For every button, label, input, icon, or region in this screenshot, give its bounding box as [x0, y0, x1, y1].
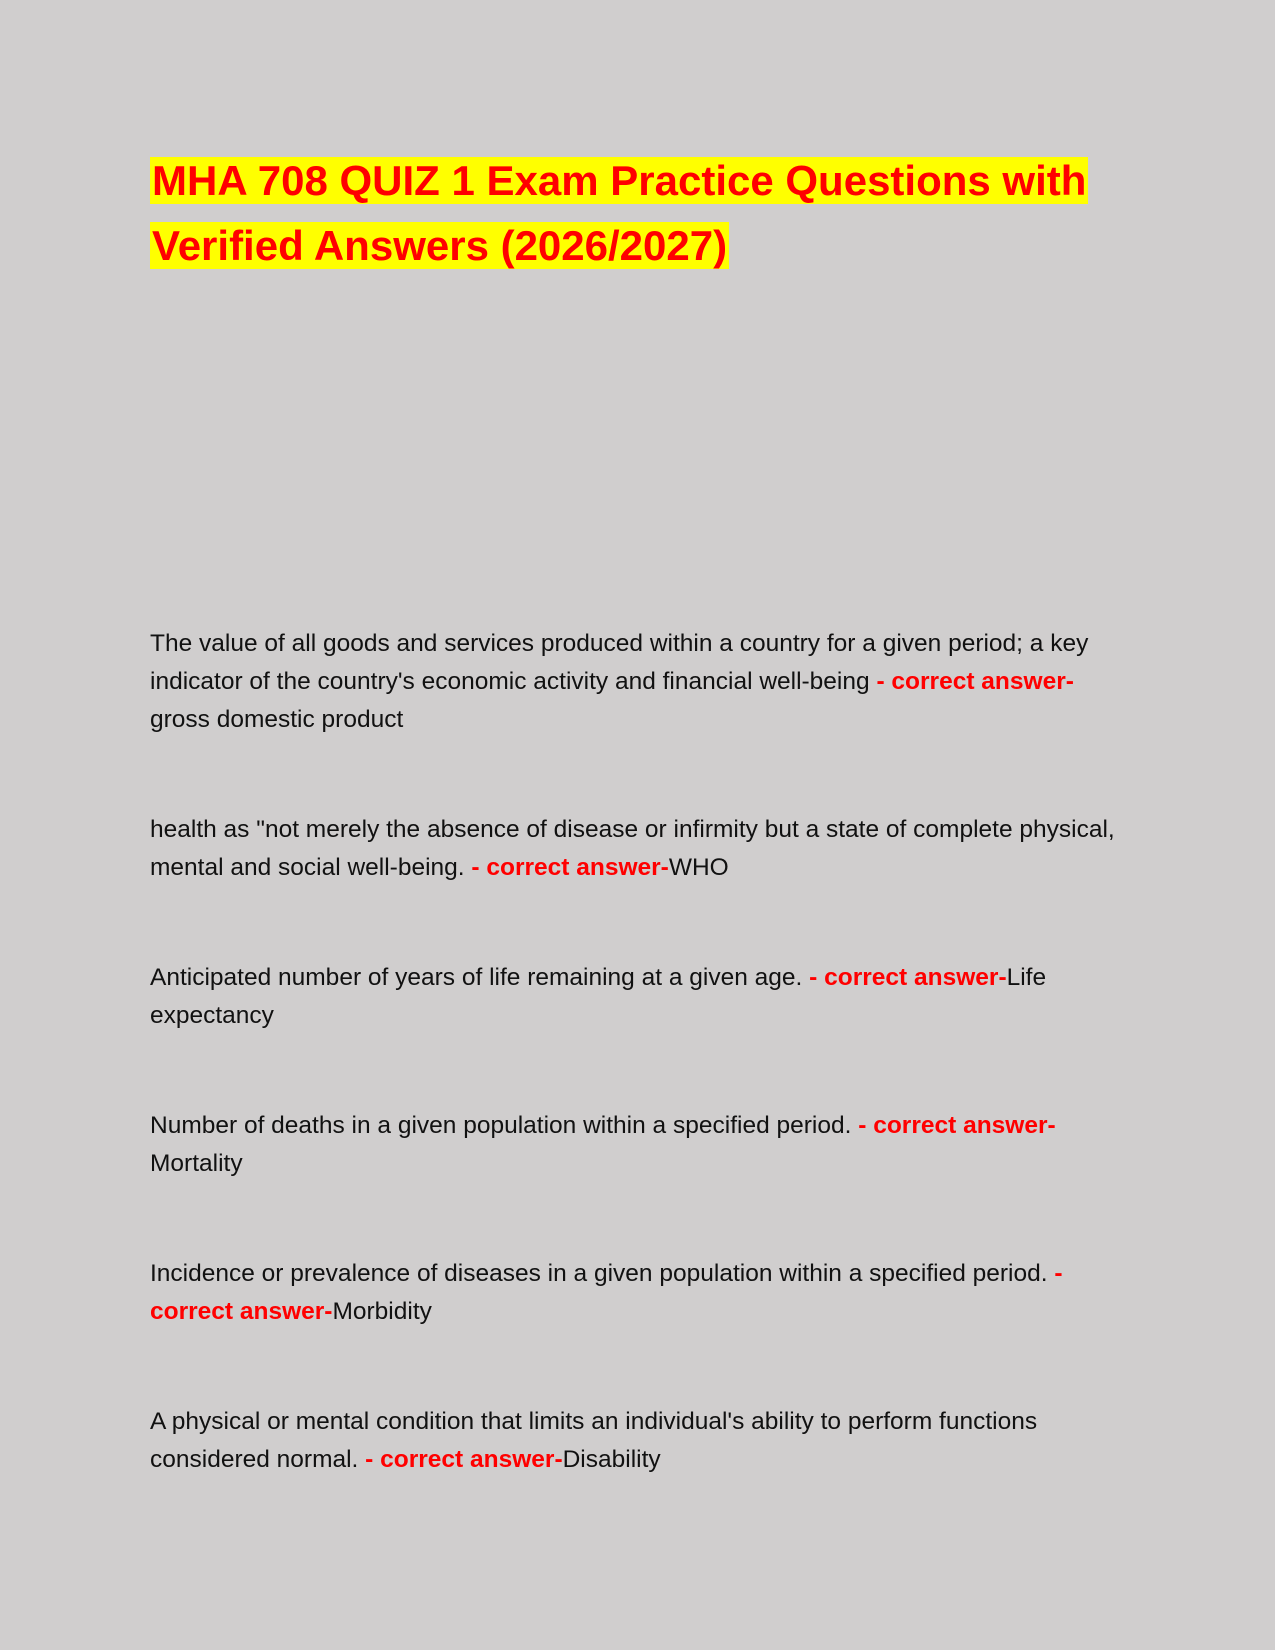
qa-item-who [150, 811, 1130, 887]
document-title [150, 148, 1130, 278]
answer-text: WHO [668, 854, 729, 881]
answer-text: Life expectancy [150, 964, 1047, 1029]
question-text: A physical or mental condition that limits an individual's ability to perform functions considered normal. [150, 1408, 1038, 1473]
correct-answer-marker: - correct answer- [471, 854, 669, 881]
document-page [150, 148, 1130, 1473]
qa-item-gdp [150, 625, 1130, 739]
question-text: Incidence or prevalence of diseases in a given population within a specified period. [150, 1260, 1048, 1287]
question-text: The value of all goods and services produced within a country for a given period; a key indicator of the country's economic activity and financial well-being [150, 630, 1089, 695]
correct-answer-marker: - correct answer- [150, 1260, 1063, 1325]
correct-answer-marker: - correct answer- [365, 1446, 563, 1473]
question-text: health as "not merely the absence of disease or infirmity but a state of complete physical, mental and social well-being. [150, 816, 1115, 881]
correct-answer-marker: - correct answer- [876, 668, 1074, 695]
qa-item-morbidity [150, 1255, 1130, 1331]
correct-answer-marker: - correct answer- [858, 1112, 1056, 1139]
qa-item-disability [150, 1403, 1130, 1479]
qa-item-life-expectancy [150, 959, 1130, 1035]
qa-list [150, 625, 1130, 1551]
answer-text: Disability [562, 1446, 661, 1473]
answer-text: gross domestic product [150, 706, 404, 733]
answer-text: Mortality [150, 1150, 243, 1177]
answer-text: Morbidity [332, 1298, 432, 1325]
qa-item-mortality [150, 1107, 1130, 1183]
question-text: Anticipated number of years of life remaining at a given age. [150, 964, 803, 991]
correct-answer-marker: - correct answer- [809, 964, 1007, 991]
question-text: Number of deaths in a given population within a specified period. [150, 1112, 852, 1139]
title-highlight: MHA 708 QUIZ 1 Exam Practice Questions with Verified Answers (2026/2027) [152, 157, 1087, 269]
